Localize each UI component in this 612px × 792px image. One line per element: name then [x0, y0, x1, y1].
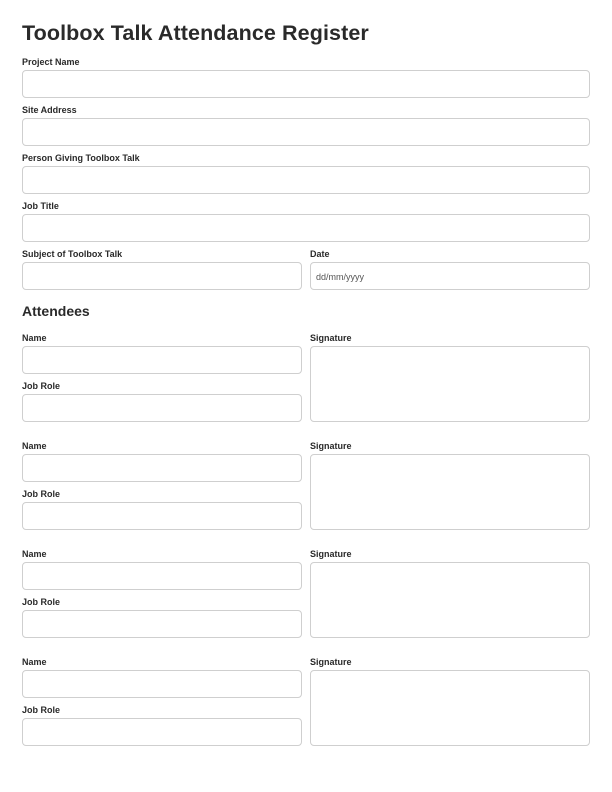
attendee-signature-box[interactable] [310, 562, 590, 638]
attendee-name-input[interactable] [22, 346, 302, 374]
attendee-signature-label: Signature [310, 549, 352, 559]
attendee-role-label: Job Role [22, 597, 61, 607]
site-address-label: Site Address [22, 105, 77, 115]
project-name-input[interactable] [22, 70, 590, 98]
job-title-input[interactable] [22, 214, 590, 242]
date-placeholder: dd/mm/yyyy [316, 272, 365, 282]
attendees-heading: Attendees [22, 303, 90, 319]
attendee-signature-box[interactable] [310, 454, 590, 530]
date-label: Date [310, 249, 330, 259]
attendee-role-input[interactable] [22, 502, 302, 530]
attendee-role-input[interactable] [22, 610, 302, 638]
attendee-signature-label: Signature [310, 441, 352, 451]
attendee-signature-label: Signature [310, 333, 352, 343]
attendee-name-input[interactable] [22, 562, 302, 590]
job-title-label: Job Title [22, 201, 59, 211]
subject-label: Subject of Toolbox Talk [22, 249, 123, 259]
attendee-signature-box[interactable] [310, 346, 590, 422]
attendee-name-label: Name [22, 549, 47, 559]
attendee-role-label: Job Role [22, 705, 61, 715]
attendee-name-label: Name [22, 441, 47, 451]
attendee-name-input[interactable] [22, 670, 302, 698]
person-giving-label: Person Giving Toolbox Talk [22, 153, 140, 163]
attendee-role-input[interactable] [22, 394, 302, 422]
person-giving-input[interactable] [22, 166, 590, 194]
attendee-signature-label: Signature [310, 657, 352, 667]
attendee-role-label: Job Role [22, 489, 61, 499]
attendee-role-input[interactable] [22, 718, 302, 746]
subject-input[interactable] [22, 262, 302, 290]
project-name-label: Project Name [22, 57, 80, 67]
page-title: Toolbox Talk Attendance Register [22, 21, 369, 45]
attendee-signature-box[interactable] [310, 670, 590, 746]
date-input[interactable] [310, 262, 590, 290]
attendee-name-label: Name [22, 333, 47, 343]
attendee-name-label: Name [22, 657, 47, 667]
attendee-role-label: Job Role [22, 381, 61, 391]
attendee-name-input[interactable] [22, 454, 302, 482]
site-address-input[interactable] [22, 118, 590, 146]
